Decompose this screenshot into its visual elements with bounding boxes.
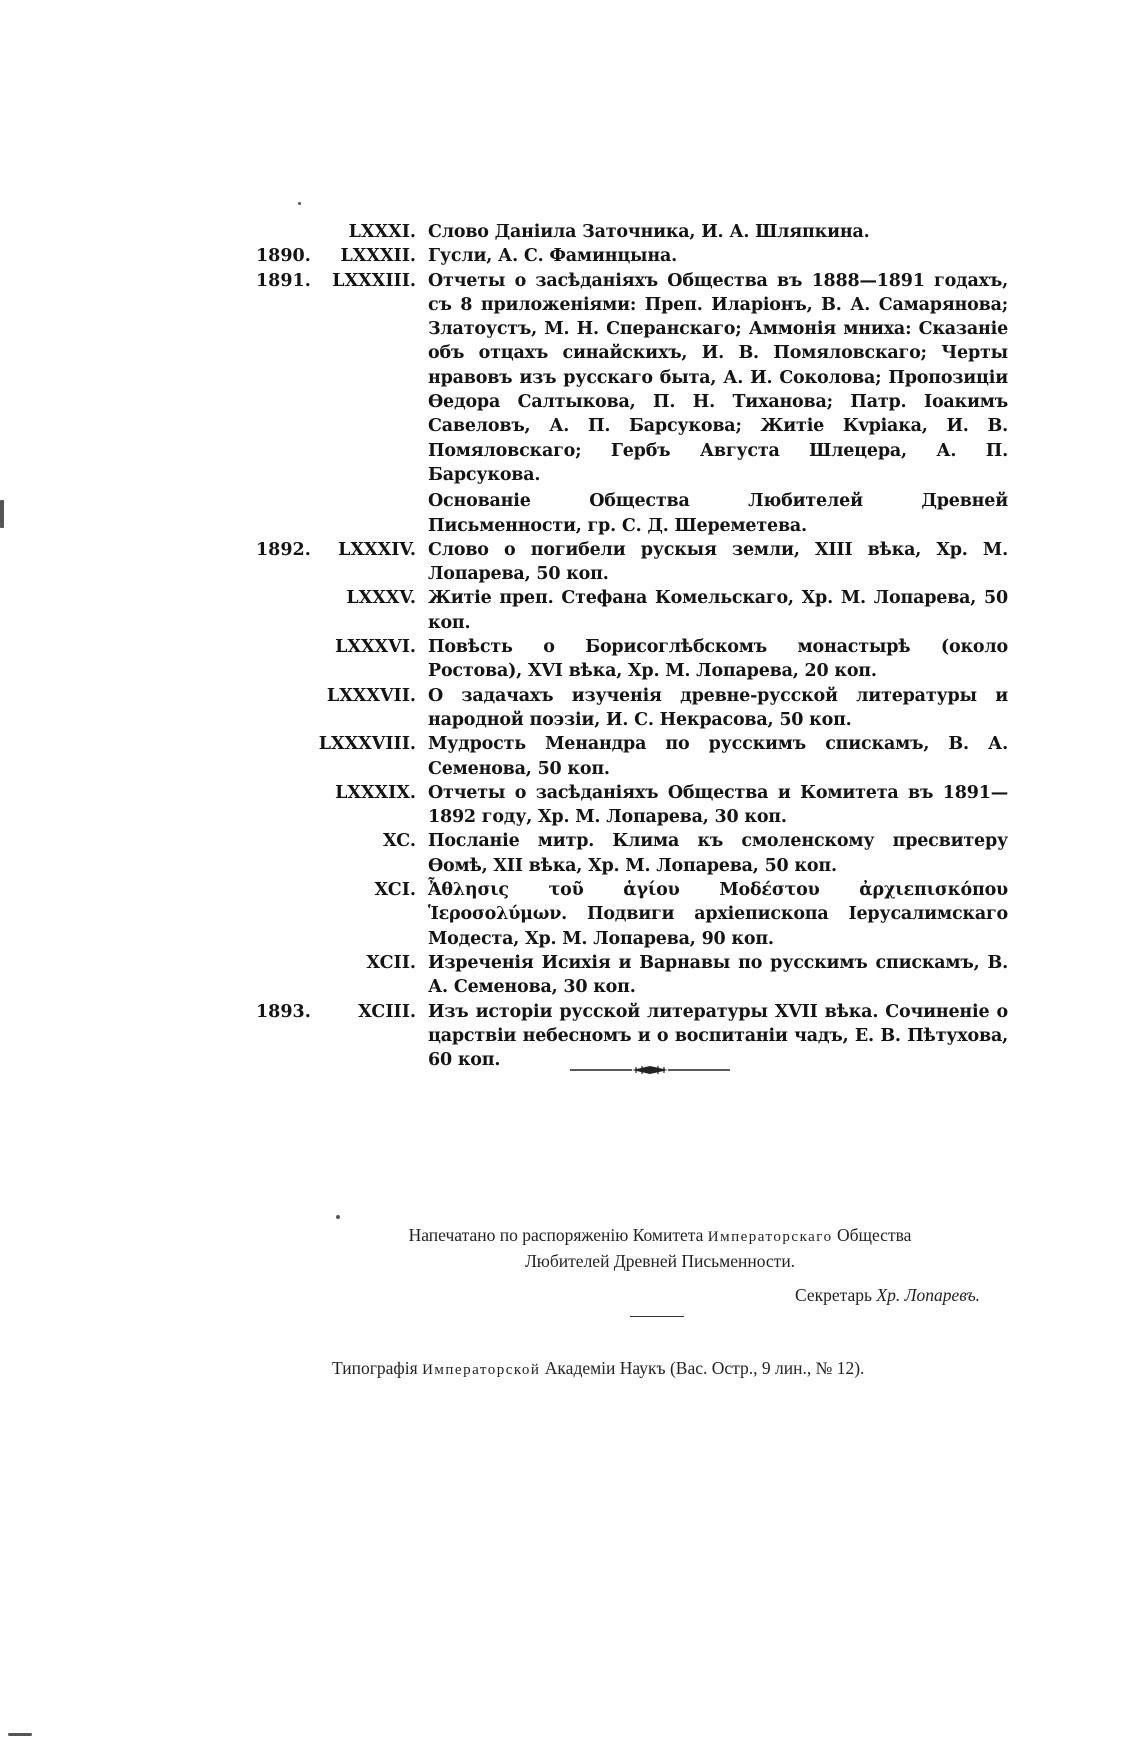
publication-entry bbox=[0, 878, 1140, 951]
entry-text: Отчеты о засѣданiяхъ Общества и Комитета въ 1891—1892 году, Хр. М. Лопарева, 30 коп. bbox=[428, 782, 1008, 828]
entry-text: Изъ исторiи русской литературы XVII вѣка. Сочиненiе о царствiи небесномъ и о воспитанiи чадъ, Е. В. Пѣтухова, 60 коп. bbox=[428, 1001, 1008, 1071]
publication-entry bbox=[0, 781, 1140, 830]
entry-number: LXXXVIII. bbox=[318, 734, 416, 755]
entry-text-continued: Основанiе Общества Любителей Древней Письменности, гр. С. Д. Шереметева. bbox=[428, 491, 1008, 536]
publication-entry bbox=[0, 269, 1140, 538]
publication-entry bbox=[0, 244, 1140, 268]
publication-entry bbox=[0, 220, 1140, 244]
entry-text: Посланiе митр. Клима къ смоленскому пресвитеру Ѳомѣ, XII вѣка, Хр. М. Лопарева, 50 коп. bbox=[428, 831, 1008, 876]
scan-speck bbox=[298, 202, 301, 205]
entry-number: LXXXV. bbox=[346, 588, 416, 609]
entry-number: LXXXVI. bbox=[335, 637, 416, 658]
entry-text: О задачахъ изученiя древне-русской литературы и народной поэзiи, И. С. Некрасова, 50 коп. bbox=[428, 685, 1008, 730]
entry-text: Мудрость Менандра по русскимъ спискамъ, В. А. Семенова, 50 коп. bbox=[428, 734, 1008, 779]
entry-number: XC. bbox=[383, 831, 416, 852]
entry-year: 1892. bbox=[256, 539, 311, 560]
scan-speck bbox=[336, 1215, 340, 1219]
entry-text: Житiе преп. Стефана Комельскаго, Хр. М. Лопарева, 50 коп. bbox=[428, 588, 1008, 633]
entry-number: LXXXVII. bbox=[326, 685, 416, 706]
publication-list bbox=[0, 220, 1140, 1072]
ornament-divider bbox=[570, 1063, 730, 1077]
secretary-signature: Секретарь Хр. Лопаревъ. bbox=[795, 1285, 981, 1305]
entry-text: Слово о погибели рускыя земли, XIII вѣка, Хр. М. Лопарева, 50 коп. bbox=[428, 539, 1008, 585]
entry-text: Отчеты о засѣданiяхъ Общества въ 1888—1891 годахъ, съ 8 приложенiями: Преп. Иларiонъ, В. А. Самарянова; Златоустъ, М. Н. Сперанскаго; Аммонiя мниха: Сказанiе объ отцахъ синайскихъ, И. В. Помяловскаго; Черты нравовъ изъ русскаго быта, А. И. Соколова; Пропозицiи Ѳедора Салтыкова, П. Н. Тиханова; Патр. Іоакимъ Савеловъ, А. П. Барсукова; Житiе Кvрiака, И. В. Помяловскаго; Гербъ Августа Шлецера, А. П. Барсукова. bbox=[428, 270, 1008, 485]
entry-number: LXXXIX. bbox=[335, 782, 416, 803]
publication-entry bbox=[0, 684, 1140, 733]
entry-year: 1890. bbox=[256, 246, 311, 267]
imprint-line-2: Любителей Древней Письменности. bbox=[524, 1251, 796, 1271]
entry-text: Изреченiя Исихiя и Варнавы по русскимъ спискамъ, В. А. Семенова, 30 коп. bbox=[428, 952, 1008, 998]
entry-number: XCII. bbox=[366, 952, 416, 973]
entry-number: XCIII. bbox=[358, 1001, 416, 1022]
entry-number: LXXXIV. bbox=[338, 539, 416, 560]
publication-entry bbox=[0, 586, 1140, 635]
entry-number: LXXXIII. bbox=[332, 270, 416, 291]
entry-number: LXXXII. bbox=[340, 246, 416, 267]
entry-text: Ἆθλησις τοῦ ἁγίου Μοδέστου ἀρχιεπισκόπου Ἱεροσολύμων. Подвиги архiепископа Iерусалимскаго Модеста, Хр. М. Лопарева, 90 коп. bbox=[428, 880, 1008, 949]
entry-text: Слово Данiила Заточника, И. А. Шляпкина. bbox=[428, 222, 870, 242]
entry-text: Повѣсть о Борисоглѣбскомъ монастырѣ (около Ростова), XVI вѣка, Хр. М. Лопарева, 20 коп. bbox=[428, 637, 1008, 682]
imprint-line-1: Напечатано по распоряженiю Комитета Императорскаго Общества bbox=[408, 1225, 912, 1245]
entry-number: XCI. bbox=[374, 880, 416, 901]
scan-speck bbox=[8, 1733, 32, 1736]
short-rule bbox=[630, 1316, 684, 1317]
scan-speck bbox=[0, 500, 4, 528]
printer-line: Типографiя Императорской Академiи Наукъ (Вас. Остр., 9 лин., № 12). bbox=[332, 1358, 865, 1378]
publication-entry bbox=[0, 1000, 1140, 1073]
publication-entry bbox=[0, 635, 1140, 684]
publication-entry bbox=[0, 829, 1140, 878]
entry-text: Гусли, А. С. Фаминцына. bbox=[428, 246, 678, 267]
entry-year: 1893. bbox=[256, 1001, 311, 1022]
publication-entry bbox=[0, 732, 1140, 781]
entry-number: LXXXI. bbox=[348, 222, 416, 242]
publication-entry bbox=[0, 951, 1140, 1000]
publication-entry bbox=[0, 538, 1140, 587]
entry-year: 1891. bbox=[256, 270, 311, 291]
